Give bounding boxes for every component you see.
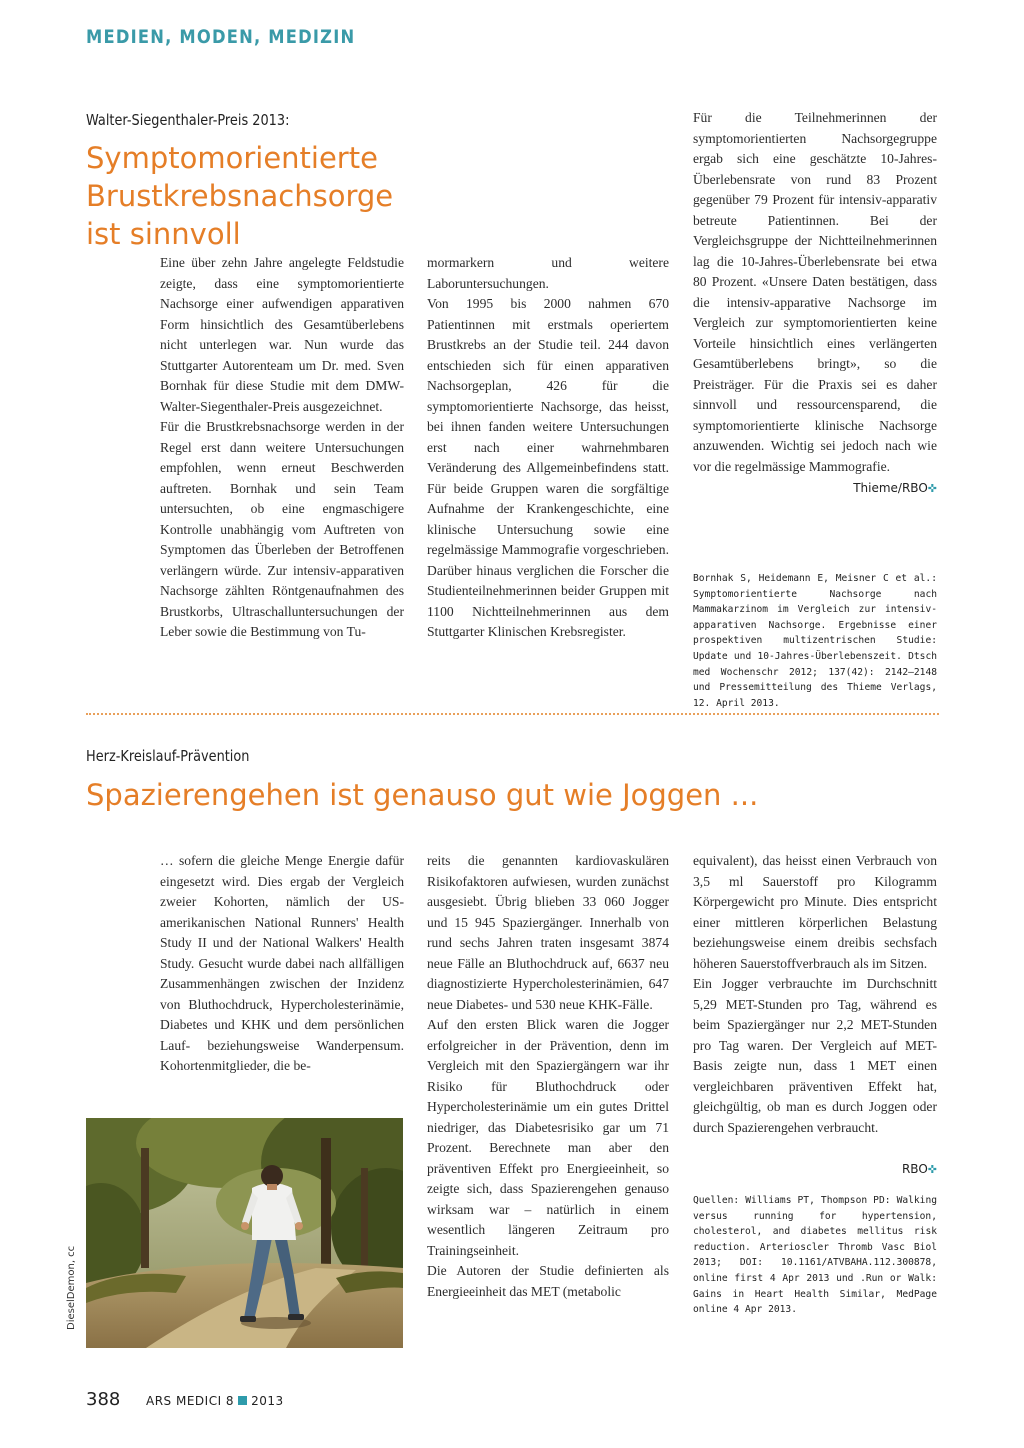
article2-col2-paragraph: Die Autoren der Studie definierten als Energieeinheit das MET (metabolic <box>427 1263 669 1299</box>
article2-column-1 <box>160 851 404 1077</box>
article2-column-2 <box>427 851 669 1302</box>
photo-credit: DieselDemon, cc <box>66 1245 77 1330</box>
page-number: 388 <box>86 1389 121 1410</box>
walking-man-photo <box>86 1118 403 1348</box>
article1-column-1 <box>160 253 404 643</box>
separator-square-icon <box>238 1396 247 1405</box>
credit-mark-icon: ✜ <box>927 482 937 495</box>
article2-headline: Spazierengehen ist genauso gut wie Joggen ... <box>86 778 759 812</box>
credit-mark-icon: ✜ <box>927 1163 937 1176</box>
article2-col2-paragraph: Auf den ersten Blick waren die Jogger erfolgreicher in der Prävention, denn im Vergleich mit den Spaziergängern war ihr Risiko für Bluthochdruck oder Hypercholesterinämie um ein gutes Drittel niedriger, das Diabetesrisiko gar um 71 Prozent. Berechnete man aber den präventiven Effekt pro Energieeinheit, so zeigte sich, dass Spazierengehen genauso wirksam war – natürlich in einem wesentlich längeren Zeitraum pro Trainingseinheit. <box>427 1017 669 1258</box>
article1-column-2 <box>427 253 669 643</box>
article1-reference: Bornhak S, Heidemann E, Meisner C et al.: Symptomorientierte Nachsorge nach Mammakarzinom im Vergleich zur intensiv-apparativen Nachsorge. Ergebnisse einer prospektiven multizentrischen Studie: Update und 10-Jahres-Überlebenszeit. Dtsch med Wochenschr 2012; 137(42): 2142–2148 und Pressemitteilung des Thieme Verlags, 12. April 2013. <box>693 573 937 709</box>
article1-column-3 <box>693 108 937 500</box>
article2-col2-paragraph: reits die genannten kardiovaskulären Risikofaktoren aufwiesen, wurden zunächst ausgesiebt. Übrig blieben 33 060 Jogger und 15 945 Spaziergänger. Innerhalb von rund sechs Jahren traten insgesamt 3874 neue Fälle an Bluthochdruck auf, 6637 neu diagnostizierte Hypercholesterinämien, 647 neue Diabetes- und 530 neue KHK-Fälle. <box>427 853 669 1012</box>
section-title: MEDIEN, MODEN, MEDIZIN <box>86 26 356 48</box>
article1-credit: Thieme/RBO✜ <box>853 481 937 495</box>
article1-col2-paragraph: Von 1995 bis 2000 nahmen 670 Patientinnen mit erstmals operiertem Brustkrebs an der Studie teil. 244 davon entschieden sich für einen apparativen Nachsorgeplan, 426 für die symptomorientierte Nachsorge, das heisst, bei ihnen fanden weitere Untersuchungen erst nach einer wahrnehmbaren Veränderung des Allgemeinbefindens statt. Für beide Gruppen waren die sorgfältige Aufnahme der Krankengeschichte, eine klinische Untersuchung sowie eine regelmässige Mammografie vorgeschrieben. Darüber hinaus verglichen die Forscher die Studienteilnehmerinnen beider Gruppen mit 1100 Nichtteilnehmerinnen aus dem Stuttgarter Klinischen Krebsregister. <box>427 296 669 639</box>
article1-headline <box>86 139 676 253</box>
magazine-year: 2013 <box>251 1394 284 1408</box>
article1-col1-paragraph: Für die Brustkrebsnachsorge werden in der Regel erst dann weitere Untersuchungen empfohlen, wenn erneut Beschwerden auftreten. Bornhak und sein Team untersuchten, ob eine engmaschigere Kontrolle unabhängig vom Auftreten von Symptomen das Überleben der Betroffenen verlängern würde. Zur intensiv-apparativen Nachsorge zählten Röntgenaufnahmen des Brustkorbs, Ultraschalluntersuchungen der Leber sowie die Bestimmung von Tu- <box>160 419 404 639</box>
article2-col1-paragraph: … sofern die gleiche Menge Energie dafür eingesetzt wird. Dies ergab der Vergleich zweier Kohorten, nämlich der US-amerikanischen National Runners' Health Study II und der National Walkers' Health Study. Gesucht wurde dabei nach allfälligen Zusammenhängen zwischen der Inzidenz von Bluthochdruck, Hypercholesterinämie, Diabetes und KHK und dem persönlichen Lauf- beziehungsweise Wanderpensum. Kohortenmitglieder, die be- <box>160 853 404 1073</box>
article1-headline-line1: Symptomorientierte Brustkrebsnachsorge <box>86 141 394 213</box>
article2-credit: RBO✜ <box>901 1162 937 1176</box>
magazine-footer <box>146 1394 284 1408</box>
magazine-name: ARS MEDICI 8 <box>146 1394 235 1408</box>
article2-column-3 <box>693 851 937 1138</box>
article2-col3-paragraph: equivalent), das heisst einen Verbrauch von 3,5 ml Sauerstoff pro Kilogramm Körpergewicht pro Minute. Dies entspricht einer mittleren körperlichen Belastung beziehungsweise einem dreibis sechsfach höheren Sauerstoffverbrauch als im Sitzen. <box>693 853 937 971</box>
article1-col1-paragraph: Eine über zehn Jahre angelegte Feldstudie zeigte, dass eine symptomorientierte Nachsorge einer aufwendigen apparativen Form hinsichtlich des Gesamtüberlebens nicht unterlegen war. Nun wurde das Stuttgarter Autorenteam um Dr. med. Sven Bornhak für diese Studie mit dem DMW-Walter-Siegenthaler-Preis ausgezeichnet. <box>160 255 404 414</box>
article2-reference: Quellen: Williams PT, Thompson PD: Walking versus running for hypertension, cholesterol, and diabetes mellitus risk reduction. Arterioscler Thromb Vasc Biol 2013; DOI: 10.1161/ATVBAHA.112.300878, online first 4 Apr 2013 und .Run or Walk: Gains in Heart Health Similar, MedPage online 4 Apr 2013. <box>693 1195 937 1316</box>
article1-headline-line2: ist sinnvoll <box>86 217 241 251</box>
article1-kicker: Walter-Siegenthaler-Preis 2013: <box>86 111 290 129</box>
article1-col3-paragraph: Für die Teilnehmerinnen der symptomorientierten Nachsorgegruppe ergab sich eine geschätzte 10-Jahres-Überlebensrate von rund 83 Prozent gegenüber 79 Prozent für intensiv-apparativ betreute Patientinnen. Bei der Vergleichsgruppe der Nichtteilnehmerinnen lag die 10-Jahres-Überlebensrate bei etwa 80 Prozent. «Unsere Daten bestätigen, dass die intensiv-apparative Nachsorge im Vergleich zur symptomorientierten keine Vorteile hinsichtlich eines verlängerten Gesamtüberlebens bringt», so die Preisträger. Für die Praxis sei es daher sinnvoll und ressourcensparend, die symptomorientierte klinische Nachsorge anzuwenden. Wichtig sei jedoch nach wie vor die regelmässige Mammografie. <box>693 110 937 474</box>
section-divider <box>86 713 939 715</box>
article2-kicker: Herz-Kreislauf-Prävention <box>86 747 250 765</box>
article1-col2-paragraph: mormarkern und weitere Laboruntersuchungen. <box>427 255 669 291</box>
article2-col3-paragraph: Ein Jogger verbrauchte im Durchschnitt 5,29 MET-Stunden pro Tag, während es beim Spaziergänger nur 2,2 MET-Stunden pro Tag waren. Der Vergleich auf MET-Basis zeigte nun, dass 1 MET einen vergleichbaren präventiven Effekt hat, gleichgültig, ob man es durch Joggen oder durch Spazierengehen verbraucht. <box>693 976 937 1135</box>
